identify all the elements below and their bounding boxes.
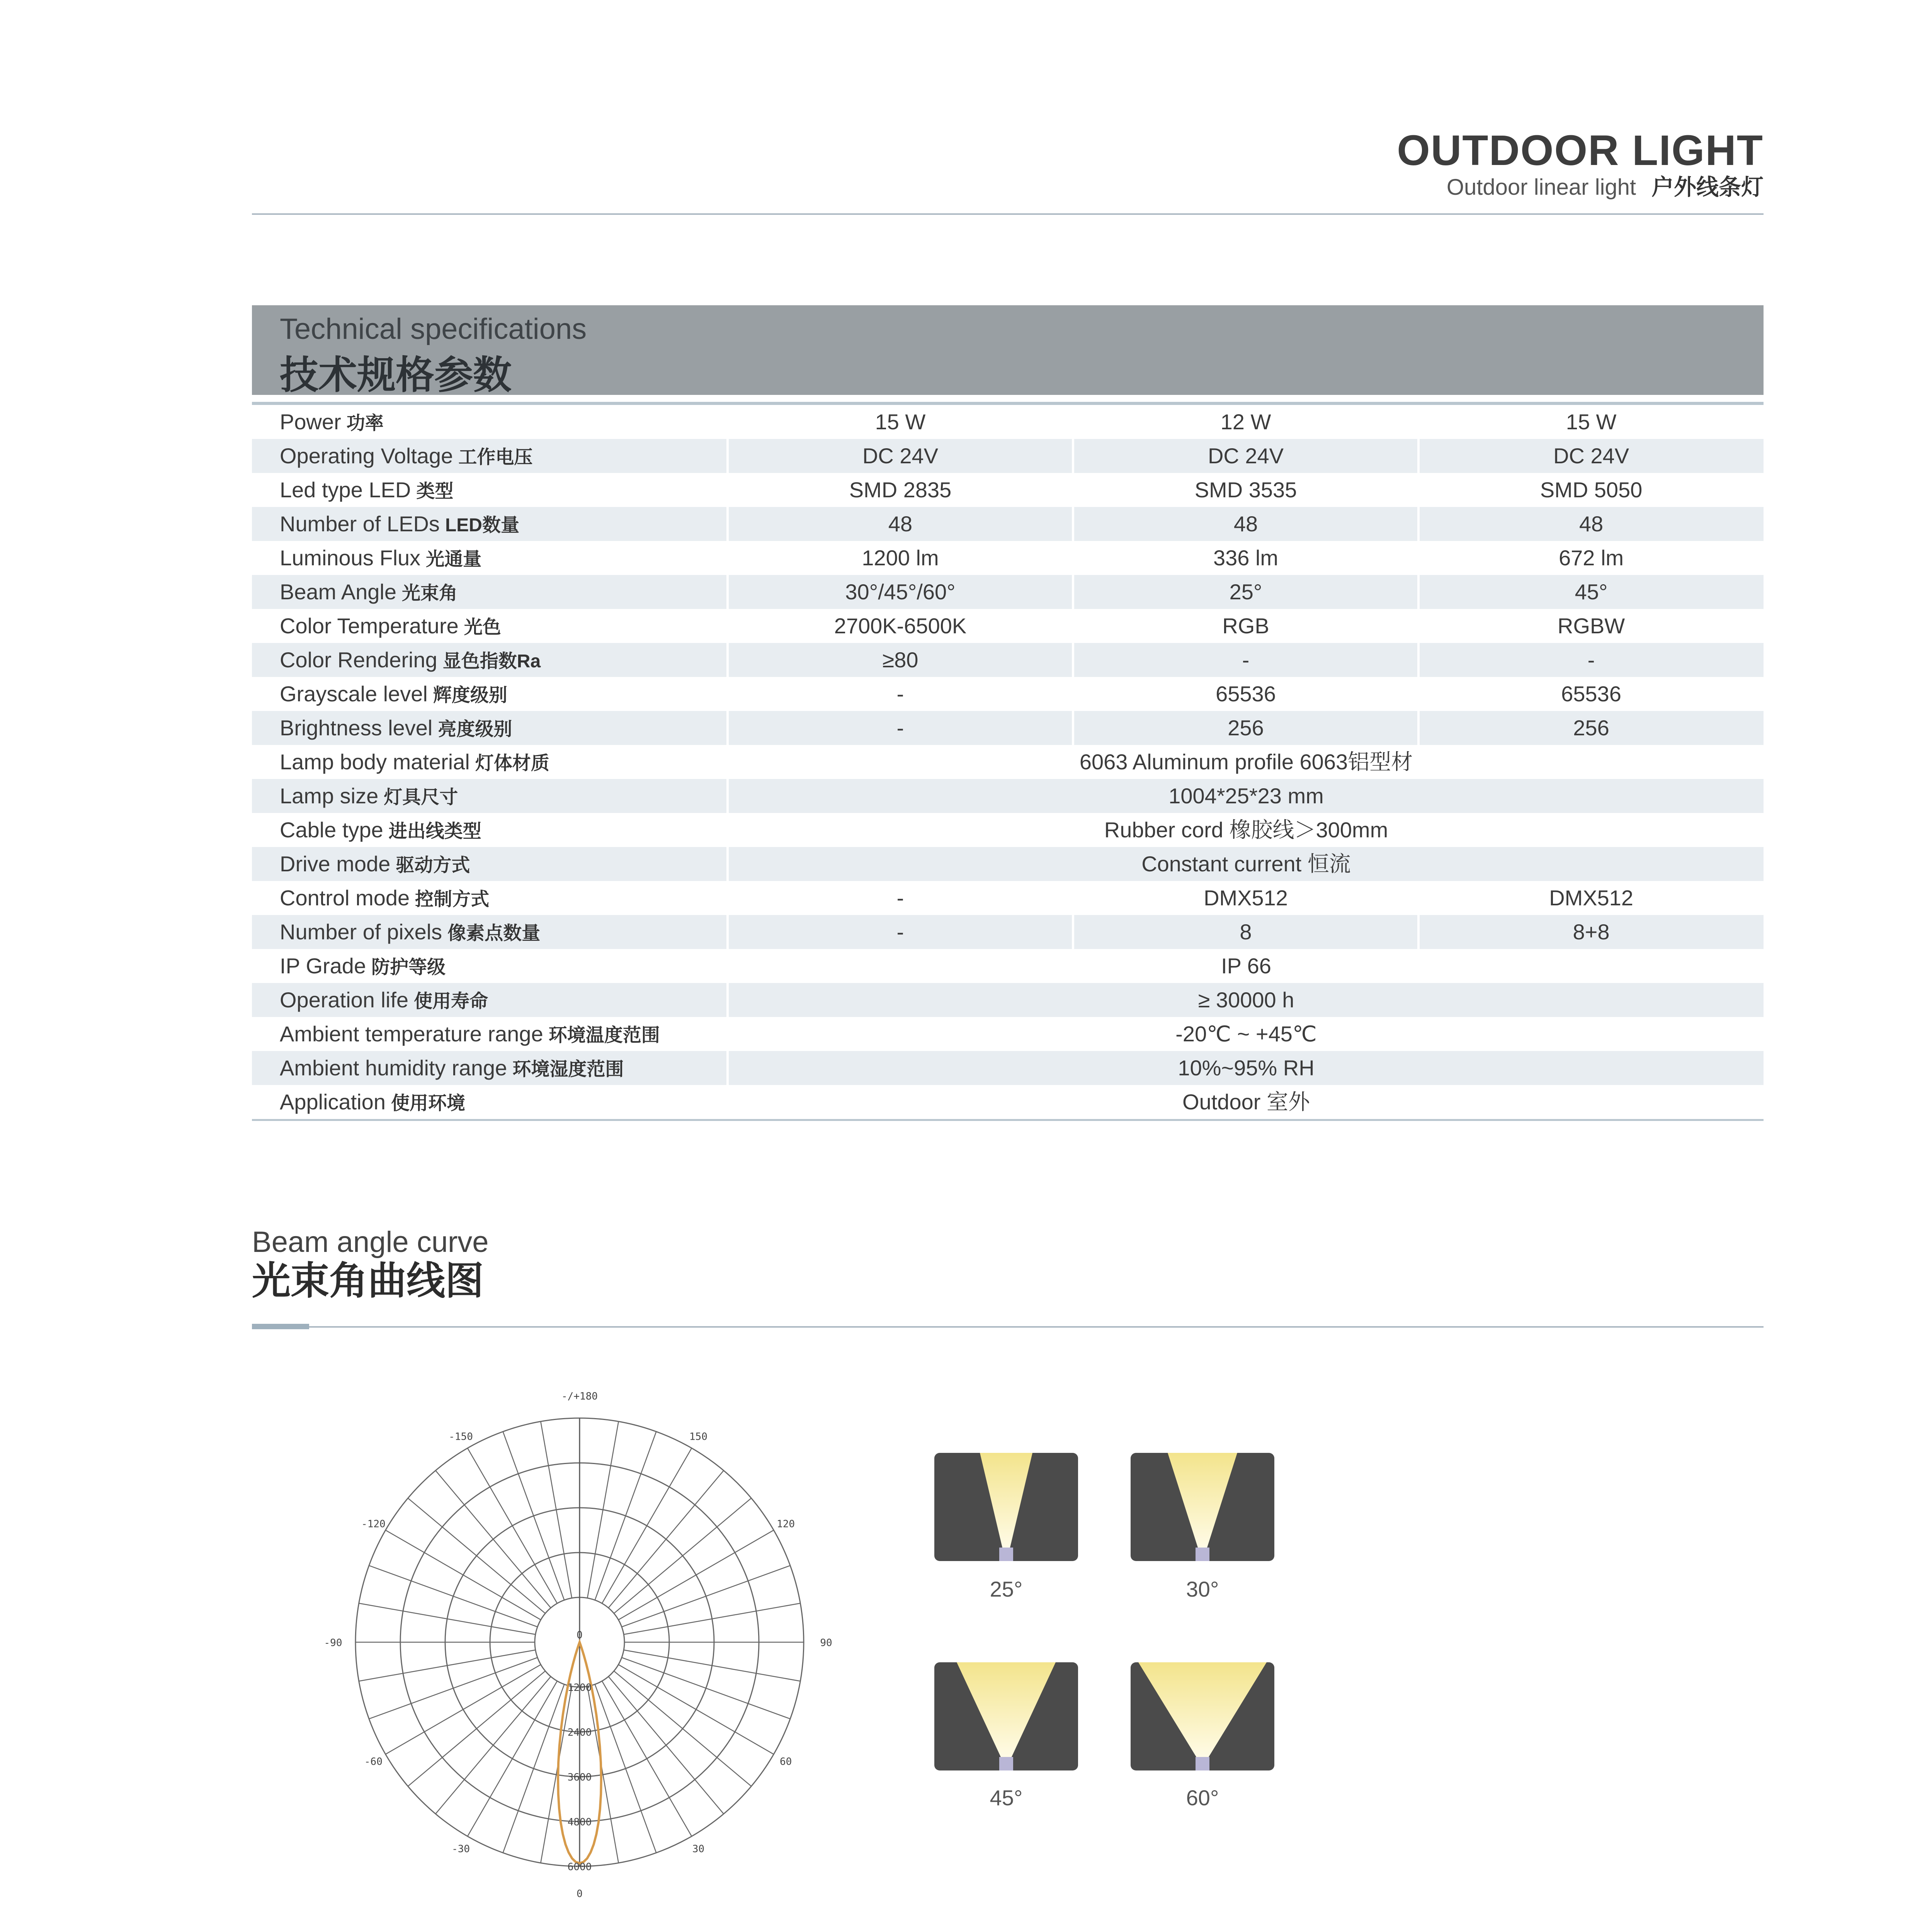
table-row bbox=[252, 711, 1764, 745]
table-row bbox=[252, 1085, 1764, 1119]
spec-label-zh: 灯具尺寸 bbox=[384, 787, 458, 808]
spec-label-zh: 光通量 bbox=[426, 549, 482, 570]
spec-label-zh: 环境湿度范围 bbox=[512, 1059, 624, 1080]
polar-spoke bbox=[595, 1684, 656, 1853]
spec-value: 48 bbox=[726, 507, 1072, 541]
spec-label-zh: 控制方式 bbox=[415, 889, 490, 910]
spec-value: DC 24V bbox=[726, 439, 1072, 473]
spec-value: 8 bbox=[1072, 915, 1417, 949]
spec-label-zh: 进出线类型 bbox=[388, 821, 481, 842]
spec-label-zh: 光束角 bbox=[401, 583, 457, 604]
spec-value: - bbox=[726, 711, 1072, 745]
spec-label-zh: 灯体材质 bbox=[475, 753, 549, 774]
spec-label-zh: 功率 bbox=[346, 413, 384, 434]
spec-label-zh: LED数量 bbox=[445, 515, 519, 536]
spec-value: 6063 Aluminum profile 6063铝型材 bbox=[726, 745, 1764, 779]
spec-value: 256 bbox=[1072, 711, 1417, 745]
spec-label-zh: 亮度级别 bbox=[438, 719, 512, 740]
spec-value: 48 bbox=[1072, 507, 1417, 541]
polar-spoke bbox=[602, 1681, 692, 1836]
polar-spoke bbox=[609, 1677, 724, 1814]
spec-value: SMD 3535 bbox=[1072, 473, 1417, 507]
spec-value: RGB bbox=[1072, 609, 1417, 643]
polar-spoke bbox=[408, 1498, 545, 1613]
table-row bbox=[252, 881, 1764, 915]
polar-spoke bbox=[618, 1665, 774, 1754]
spec-value: ≥ 30000 h bbox=[726, 983, 1764, 1017]
table-top-rule bbox=[252, 402, 1764, 405]
spec-value: 1004*25*23 mm bbox=[726, 779, 1764, 813]
polar-angle-label: -60 bbox=[364, 1756, 383, 1768]
header-title: OUTDOOR LIGHT bbox=[1397, 127, 1764, 174]
spec-value: DC 24V bbox=[1072, 439, 1417, 473]
spec-value: SMD 2835 bbox=[726, 473, 1072, 507]
spec-value: - bbox=[726, 881, 1072, 915]
polar-ring-label: 1200 bbox=[567, 1682, 592, 1694]
spec-value: RGBW bbox=[1417, 609, 1763, 643]
spec-label-en: Beam Angle bbox=[280, 580, 396, 604]
spec-label bbox=[252, 1051, 726, 1085]
table-row bbox=[252, 915, 1764, 949]
table-bottom-rule bbox=[252, 1119, 1764, 1121]
table-row bbox=[252, 779, 1764, 813]
spec-label-en: Operating Voltage bbox=[280, 444, 453, 468]
polar-spoke bbox=[602, 1448, 692, 1604]
table-row bbox=[252, 575, 1764, 609]
spec-label bbox=[252, 643, 726, 677]
polar-spoke bbox=[614, 1498, 751, 1613]
polar-center-label: 0 bbox=[577, 1629, 583, 1641]
table-row bbox=[252, 643, 1764, 677]
spec-label bbox=[252, 915, 726, 949]
spec-label-en: Drive mode bbox=[280, 852, 391, 876]
beam-title-zh: 光束角曲线图 bbox=[252, 1259, 484, 1303]
beam-accent-bar bbox=[252, 1324, 309, 1329]
spec-label bbox=[252, 745, 726, 779]
spec-value: 8+8 bbox=[1417, 915, 1763, 949]
header-subtitle-zh: 户外线条灯 bbox=[1651, 175, 1764, 200]
spec-label-zh: 辉度级别 bbox=[433, 685, 507, 706]
spec-label-en: Power bbox=[280, 410, 341, 434]
beam-title-en: Beam angle curve bbox=[252, 1226, 489, 1259]
spec-value: - bbox=[1072, 643, 1417, 677]
spec-value: 672 lm bbox=[1417, 541, 1763, 575]
spec-value: 10%~95% RH bbox=[726, 1051, 1764, 1085]
polar-ring-label: 3600 bbox=[567, 1772, 592, 1783]
spec-label-en: Control mode bbox=[280, 886, 410, 910]
table-row bbox=[252, 1017, 1764, 1051]
spec-value: 15 W bbox=[1417, 405, 1763, 439]
polar-angle-label: -150 bbox=[449, 1431, 473, 1443]
polar-spoke bbox=[468, 1448, 557, 1604]
spec-value: DMX512 bbox=[1072, 881, 1417, 915]
spec-value: IP 66 bbox=[726, 949, 1764, 983]
polar-angle-label: 90 bbox=[820, 1637, 832, 1649]
beam-30-label: 30° bbox=[1186, 1577, 1219, 1601]
polar-spoke bbox=[369, 1566, 537, 1627]
header-subtitle-en: Outdoor linear light bbox=[1446, 175, 1636, 200]
polar-angle-label: -30 bbox=[452, 1843, 470, 1855]
spec-label-zh: 防护等级 bbox=[371, 957, 446, 978]
spec-label bbox=[252, 473, 726, 507]
spec-label bbox=[252, 813, 726, 847]
table-row bbox=[252, 745, 1764, 779]
spec-value: 1200 lm bbox=[726, 541, 1072, 575]
spec-label-en: Luminous Flux bbox=[280, 546, 421, 570]
spec-value: 256 bbox=[1417, 711, 1763, 745]
spec-label-en: Application bbox=[280, 1090, 386, 1114]
table-row bbox=[252, 541, 1764, 575]
polar-angle-label: 60 bbox=[779, 1756, 792, 1768]
spec-value: Rubber cord 橡胶线＞300mm bbox=[726, 813, 1764, 847]
polar-spoke bbox=[624, 1603, 800, 1634]
spec-label bbox=[252, 541, 726, 575]
polar-angle-label: 150 bbox=[689, 1431, 707, 1443]
spec-value: - bbox=[726, 915, 1072, 949]
spec-label-en: Lamp body material bbox=[280, 750, 470, 774]
polar-ring-label: 4800 bbox=[567, 1816, 592, 1828]
spec-value: 336 lm bbox=[1072, 541, 1417, 575]
spec-value: 48 bbox=[1417, 507, 1763, 541]
spec-label-en: Cable type bbox=[280, 818, 383, 842]
polar-spoke bbox=[359, 1603, 536, 1634]
spec-label-en: Led type LED bbox=[280, 478, 411, 502]
spec-header-bar bbox=[252, 305, 1764, 395]
spec-title-zh: 技术规格参数 bbox=[280, 354, 512, 397]
spec-value: 25° bbox=[1072, 575, 1417, 609]
beam-25-label: 25° bbox=[990, 1577, 1023, 1601]
spec-label-zh: 类型 bbox=[416, 481, 454, 502]
table-row bbox=[252, 1051, 1764, 1085]
polar-spoke bbox=[468, 1681, 557, 1836]
spec-label bbox=[252, 405, 726, 439]
spec-label-en: Ambient humidity range bbox=[280, 1056, 507, 1080]
spec-value: - bbox=[1417, 643, 1763, 677]
beam-30-card bbox=[1131, 1453, 1274, 1561]
spec-label bbox=[252, 575, 726, 609]
spec-label bbox=[252, 847, 726, 881]
table-row bbox=[252, 847, 1764, 881]
spec-table bbox=[252, 405, 1764, 1121]
polar-spoke bbox=[435, 1677, 551, 1814]
spec-label-zh: 使用寿命 bbox=[414, 991, 488, 1012]
spec-label-en: Number of pixels bbox=[280, 920, 442, 944]
spec-label-en: Brightness level bbox=[280, 716, 433, 740]
beam-60-label: 60° bbox=[1186, 1786, 1219, 1810]
spec-label-zh: 环境温度范围 bbox=[548, 1025, 660, 1046]
spec-value: 65536 bbox=[1417, 677, 1763, 711]
spec-value: Constant current 恒流 bbox=[726, 847, 1764, 881]
table-row bbox=[252, 439, 1764, 473]
spec-label-zh: 光色 bbox=[464, 617, 501, 638]
polar-spoke bbox=[622, 1566, 790, 1627]
spec-label-en: Grayscale level bbox=[280, 682, 428, 706]
spec-value: 15 W bbox=[726, 405, 1072, 439]
table-row bbox=[252, 473, 1764, 507]
spec-label bbox=[252, 949, 726, 983]
spec-value: - bbox=[726, 677, 1072, 711]
spec-label bbox=[252, 711, 726, 745]
header-subtitle bbox=[1397, 174, 1764, 201]
spec-label-zh: 工作电压 bbox=[458, 447, 533, 468]
spec-value: 12 W bbox=[1072, 405, 1417, 439]
beam-divider bbox=[252, 1326, 1764, 1328]
table-row bbox=[252, 813, 1764, 847]
spec-label-zh: 像素点数量 bbox=[447, 923, 541, 944]
spec-label bbox=[252, 677, 726, 711]
polar-spoke bbox=[609, 1471, 724, 1608]
spec-value: -20℃ ~ +45℃ bbox=[726, 1017, 1764, 1051]
polar-angle-label: 120 bbox=[777, 1518, 795, 1530]
beam-45-card bbox=[934, 1662, 1078, 1770]
polar-spoke bbox=[624, 1650, 800, 1681]
spec-label-en: IP Grade bbox=[280, 954, 366, 978]
polar-spoke bbox=[618, 1530, 774, 1620]
spec-label bbox=[252, 881, 726, 915]
polar-ring-label: 2400 bbox=[567, 1727, 592, 1738]
spec-label-en: Lamp size bbox=[280, 784, 379, 808]
spec-label bbox=[252, 779, 726, 813]
spec-title-en: Technical specifications bbox=[280, 313, 587, 345]
spec-value: 30°/45°/60° bbox=[726, 575, 1072, 609]
spec-label-en: Number of LEDs bbox=[280, 512, 440, 536]
polar-spoke bbox=[587, 1686, 619, 1863]
table-row bbox=[252, 949, 1764, 983]
spec-value: DC 24V bbox=[1417, 439, 1763, 473]
spec-value: 65536 bbox=[1072, 677, 1417, 711]
polar-spoke bbox=[587, 1422, 619, 1598]
polar-spoke bbox=[369, 1658, 537, 1719]
spec-label-en: Color Rendering bbox=[280, 648, 437, 672]
spec-label bbox=[252, 507, 726, 541]
page-header bbox=[1397, 128, 1764, 201]
polar-angle-label: -90 bbox=[324, 1637, 342, 1649]
header-divider bbox=[252, 213, 1764, 215]
spec-label bbox=[252, 609, 726, 643]
spec-value: Outdoor 室外 bbox=[726, 1085, 1764, 1119]
polar-spoke bbox=[435, 1471, 551, 1608]
polar-spoke bbox=[359, 1650, 536, 1681]
spec-label-zh: 使用环境 bbox=[391, 1093, 465, 1114]
polar-spoke bbox=[503, 1432, 565, 1600]
polar-angle-label: -120 bbox=[361, 1518, 386, 1530]
beam-30-graphic bbox=[1131, 1453, 1274, 1561]
table-row bbox=[252, 677, 1764, 711]
spec-label bbox=[252, 1085, 726, 1119]
beam-60-card bbox=[1131, 1662, 1274, 1770]
polar-angle-label: -/+180 bbox=[561, 1391, 598, 1402]
beam-25-graphic bbox=[934, 1453, 1078, 1561]
table-row bbox=[252, 609, 1764, 643]
spec-value: 2700K-6500K bbox=[726, 609, 1072, 643]
polar-spoke bbox=[622, 1658, 790, 1719]
spec-label bbox=[252, 1017, 726, 1051]
beam-60-graphic bbox=[1131, 1662, 1274, 1770]
beam-25-card bbox=[934, 1453, 1078, 1561]
spec-label-en: Operation life bbox=[280, 988, 409, 1012]
beam-45-label: 45° bbox=[990, 1786, 1023, 1810]
spec-label-zh: 显色指数Ra bbox=[442, 651, 541, 672]
table-row bbox=[252, 507, 1764, 541]
spec-value: ≥80 bbox=[726, 643, 1072, 677]
table-row bbox=[252, 983, 1764, 1017]
table-row bbox=[252, 405, 1764, 439]
polar-spoke bbox=[595, 1432, 656, 1600]
polar-angle-label: 30 bbox=[692, 1843, 705, 1855]
polar-angle-label: 0 bbox=[577, 1888, 583, 1900]
polar-beam-chart bbox=[324, 1376, 869, 1924]
spec-value: DMX512 bbox=[1417, 881, 1763, 915]
polar-ring-label: 6000 bbox=[567, 1861, 592, 1873]
spec-label-en: Color Temperature bbox=[280, 614, 459, 638]
polar-spoke bbox=[503, 1684, 565, 1853]
spec-value: SMD 5050 bbox=[1417, 473, 1763, 507]
polar-spoke bbox=[386, 1530, 541, 1620]
polar-spoke bbox=[386, 1665, 541, 1754]
spec-label bbox=[252, 439, 726, 473]
polar-spoke bbox=[541, 1422, 572, 1598]
polar-spoke bbox=[614, 1671, 751, 1786]
spec-value: 45° bbox=[1417, 575, 1763, 609]
polar-spoke bbox=[408, 1671, 545, 1786]
spec-label-zh: 驱动方式 bbox=[396, 855, 470, 876]
spec-label-en: Ambient temperature range bbox=[280, 1022, 543, 1046]
beam-section-title bbox=[252, 1225, 489, 1302]
spec-label bbox=[252, 983, 726, 1017]
beam-45-graphic bbox=[934, 1662, 1078, 1770]
